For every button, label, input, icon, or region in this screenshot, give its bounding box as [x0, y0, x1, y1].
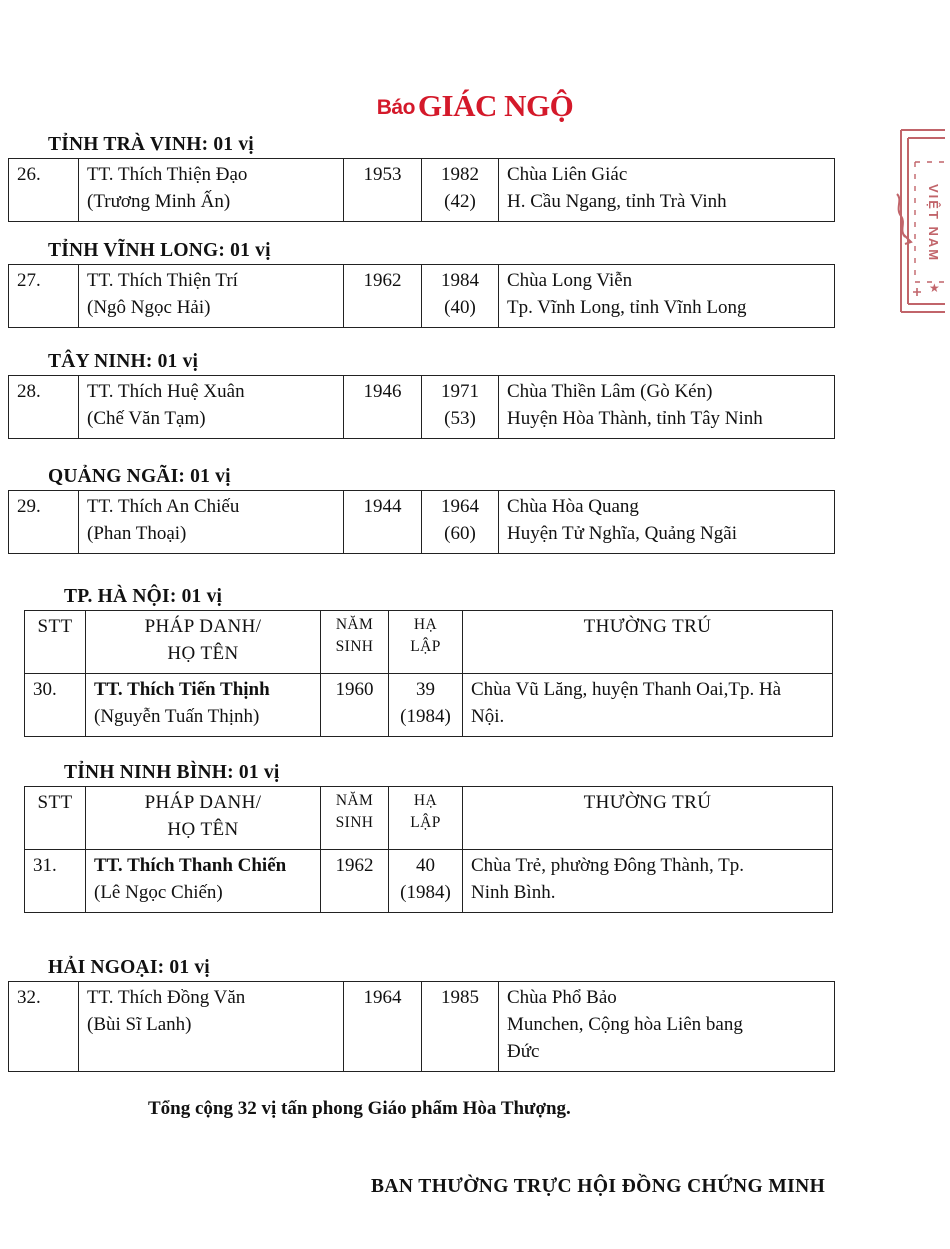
- dharma-name: TT. Thích Thanh Chiến: [94, 854, 287, 876]
- cell-stt: 30.: [25, 673, 86, 736]
- cell-stt: 32.: [9, 982, 79, 1072]
- official-stamp: [893, 122, 950, 318]
- lay-name: (Phan Thoại): [87, 522, 187, 544]
- address-line-1: Chùa Phổ Bảo: [507, 987, 617, 1008]
- total-summary: Tổng cộng 32 vị tấn phong Giáo phẩm Hòa Thượng.: [148, 1098, 571, 1119]
- table-row: [25, 849, 833, 912]
- cell-address: [499, 265, 835, 328]
- column-header-ha-line1: HẠ: [413, 616, 438, 633]
- cell-stt: 31.: [25, 849, 86, 912]
- table-row: [25, 673, 833, 736]
- section-ninh-binh: [24, 762, 833, 913]
- column-header-birth-line2: SINH: [335, 814, 374, 831]
- table-row: [9, 376, 835, 439]
- ha-year: 1985: [441, 987, 479, 1008]
- section-heading: TỈNH VĨNH LONG: 01 vị: [48, 240, 271, 261]
- section-heading: TỈNH NINH BÌNH: 01 vị: [64, 762, 280, 783]
- dharma-name: TT. Thích Thiện Đạo: [87, 164, 248, 185]
- address-line-1: Chùa Vũ Lăng, huyện Thanh Oai,Tp. Hà: [471, 678, 782, 700]
- dharma-name: TT. Thích Huệ Xuân: [87, 381, 245, 402]
- column-header-name-line1: PHÁP DANH/: [144, 792, 262, 813]
- cell-birth-year: 1962: [344, 265, 422, 328]
- column-header-birth-line1: NĂM: [335, 616, 374, 633]
- cell-birth-year: 1946: [344, 376, 422, 439]
- roster-table: [24, 610, 833, 737]
- lay-name: (Chế Văn Tạm): [87, 407, 206, 429]
- column-header-ha-lap: [389, 611, 463, 674]
- column-header-name-line2: HỌ TÊN: [167, 642, 239, 664]
- cell-ha-lap: [422, 376, 499, 439]
- ha-count: (1984): [400, 881, 451, 903]
- address-line-1: Chùa Long Viễn: [507, 270, 633, 291]
- roster-table: [8, 490, 835, 554]
- ha-count: (53): [444, 407, 476, 429]
- column-header-name-line2: HỌ TÊN: [167, 818, 239, 840]
- cell-birth-year: 1944: [344, 491, 422, 554]
- section-quang-ngai: [8, 466, 835, 554]
- column-header-ha-lap: [389, 787, 463, 850]
- svg-text:VIỆT NAM: VIỆT NAM: [926, 184, 941, 263]
- cell-stt: 27.: [9, 265, 79, 328]
- lay-name: (Nguyễn Tuấn Thịnh): [94, 705, 260, 727]
- column-header-stt: STT: [25, 611, 86, 674]
- cell-birth-year: 1964: [344, 982, 422, 1072]
- table-row: [9, 982, 835, 1072]
- roster-table: [24, 786, 833, 913]
- column-header-ha-line1: HẠ: [413, 792, 438, 809]
- column-header-ha-line2: LẬP: [410, 638, 441, 655]
- table-header-row: [25, 611, 833, 674]
- table-row: [9, 159, 835, 222]
- roster-table: [8, 158, 835, 222]
- ha-year: 40: [416, 854, 435, 876]
- cell-name: [86, 849, 321, 912]
- column-header-name: [86, 611, 321, 674]
- cell-address: [499, 491, 835, 554]
- column-header-address: THƯỜNG TRÚ: [463, 611, 833, 674]
- masthead: [0, 88, 950, 124]
- column-header-name-line1: PHÁP DANH/: [144, 616, 262, 637]
- lay-name: (Lê Ngọc Chiến): [94, 881, 223, 903]
- cell-ha-lap: [422, 982, 499, 1072]
- address-line-1: Chùa Hòa Quang: [507, 496, 639, 517]
- address-line-3: Đức: [507, 1040, 540, 1062]
- roster-table: [8, 981, 835, 1072]
- section-ha-noi: [24, 586, 833, 737]
- column-header-stt: STT: [25, 787, 86, 850]
- address-line-1: Chùa Liên Giác: [507, 164, 628, 185]
- table-row: [9, 491, 835, 554]
- lay-name: (Ngô Ngọc Hải): [87, 296, 211, 318]
- column-header-birth: [321, 787, 389, 850]
- column-header-address: THƯỜNG TRÚ: [463, 787, 833, 850]
- ha-count: (42): [444, 190, 476, 212]
- column-header-ha-line2: LẬP: [410, 814, 441, 831]
- ha-year: 39: [416, 678, 435, 700]
- ha-year: 1984: [441, 270, 479, 291]
- cell-birth-year: 1953: [344, 159, 422, 222]
- column-header-birth: [321, 611, 389, 674]
- table-row: [9, 265, 835, 328]
- signature-block: BAN THƯỜNG TRỰC HỘI ĐỒNG CHỨNG MINH: [371, 1176, 826, 1197]
- cell-address: [499, 159, 835, 222]
- cell-stt: 29.: [9, 491, 79, 554]
- column-header-birth-line2: SINH: [335, 638, 374, 655]
- address-line-1: Chùa Trẻ, phường Đông Thành, Tp.: [471, 854, 744, 876]
- dharma-name: TT. Thích Thiện Trí: [87, 270, 238, 291]
- cell-stt: 28.: [9, 376, 79, 439]
- address-line-2: H. Cầu Ngang, tỉnh Trà Vinh: [507, 190, 727, 212]
- lay-name: (Bùi Sĩ Lanh): [87, 1013, 192, 1035]
- address-line-1: Chùa Thiền Lâm (Gò Kén): [507, 381, 713, 402]
- cell-ha-lap: [389, 673, 463, 736]
- address-line-2: Nội.: [471, 705, 505, 727]
- section-vinh-long: [8, 240, 835, 328]
- roster-table: [8, 375, 835, 439]
- address-line-2: Huyện Tử Nghĩa, Quảng Ngãi: [507, 522, 737, 544]
- table-header-row: [25, 787, 833, 850]
- cell-ha-lap: [422, 265, 499, 328]
- dharma-name: TT. Thích An Chiếu: [87, 496, 240, 517]
- address-line-2: Ninh Bình.: [471, 881, 556, 903]
- masthead-prefix: Báo: [376, 96, 415, 119]
- section-heading: HẢI NGOẠI: 01 vị: [48, 957, 210, 978]
- ha-year: 1971: [441, 381, 479, 402]
- cell-name: [79, 376, 344, 439]
- dharma-name: TT. Thích Tiến Thịnh: [94, 678, 270, 700]
- cell-name: [79, 982, 344, 1072]
- cell-address: [499, 982, 835, 1072]
- section-tay-ninh: [8, 351, 835, 439]
- roster-table: [8, 264, 835, 328]
- cell-address: [463, 673, 833, 736]
- cell-stt: 26.: [9, 159, 79, 222]
- address-line-2: Munchen, Cộng hòa Liên bang: [507, 1013, 743, 1035]
- section-heading: TÂY NINH: 01 vị: [48, 351, 199, 372]
- section-heading: TP. HÀ NỘI: 01 vị: [64, 586, 223, 607]
- lay-name: (Trương Minh Ấn): [87, 190, 231, 212]
- address-line-2: Huyện Hòa Thành, tỉnh Tây Ninh: [507, 407, 763, 429]
- section-heading: QUẢNG NGÃI: 01 vị: [48, 466, 231, 487]
- cell-name: [79, 265, 344, 328]
- cell-name: [79, 491, 344, 554]
- column-header-birth-line1: NĂM: [335, 792, 374, 809]
- ha-count: (60): [444, 522, 476, 544]
- address-line-2: Tp. Vĩnh Long, tỉnh Vĩnh Long: [507, 296, 747, 318]
- masthead-title: GIÁC NGỘ: [417, 88, 574, 123]
- cell-ha-lap: [422, 159, 499, 222]
- cell-birth-year: 1960: [321, 673, 389, 736]
- section-hai-ngoai: [8, 957, 835, 1072]
- section-tra-vinh: [8, 134, 835, 222]
- cell-ha-lap: [389, 849, 463, 912]
- cell-ha-lap: [422, 491, 499, 554]
- ha-year: 1964: [441, 496, 479, 517]
- cell-name: [86, 673, 321, 736]
- cell-birth-year: 1962: [321, 849, 389, 912]
- ha-year: 1982: [441, 164, 479, 185]
- svg-text:★: ★: [929, 281, 940, 295]
- ha-count: (40): [444, 296, 476, 318]
- dharma-name: TT. Thích Đồng Văn: [87, 987, 246, 1008]
- cell-address: [499, 376, 835, 439]
- cell-name: [79, 159, 344, 222]
- column-header-name: [86, 787, 321, 850]
- ha-count: (1984): [400, 705, 451, 727]
- section-heading: TỈNH TRÀ VINH: 01 vị: [48, 134, 254, 155]
- cell-address: [463, 849, 833, 912]
